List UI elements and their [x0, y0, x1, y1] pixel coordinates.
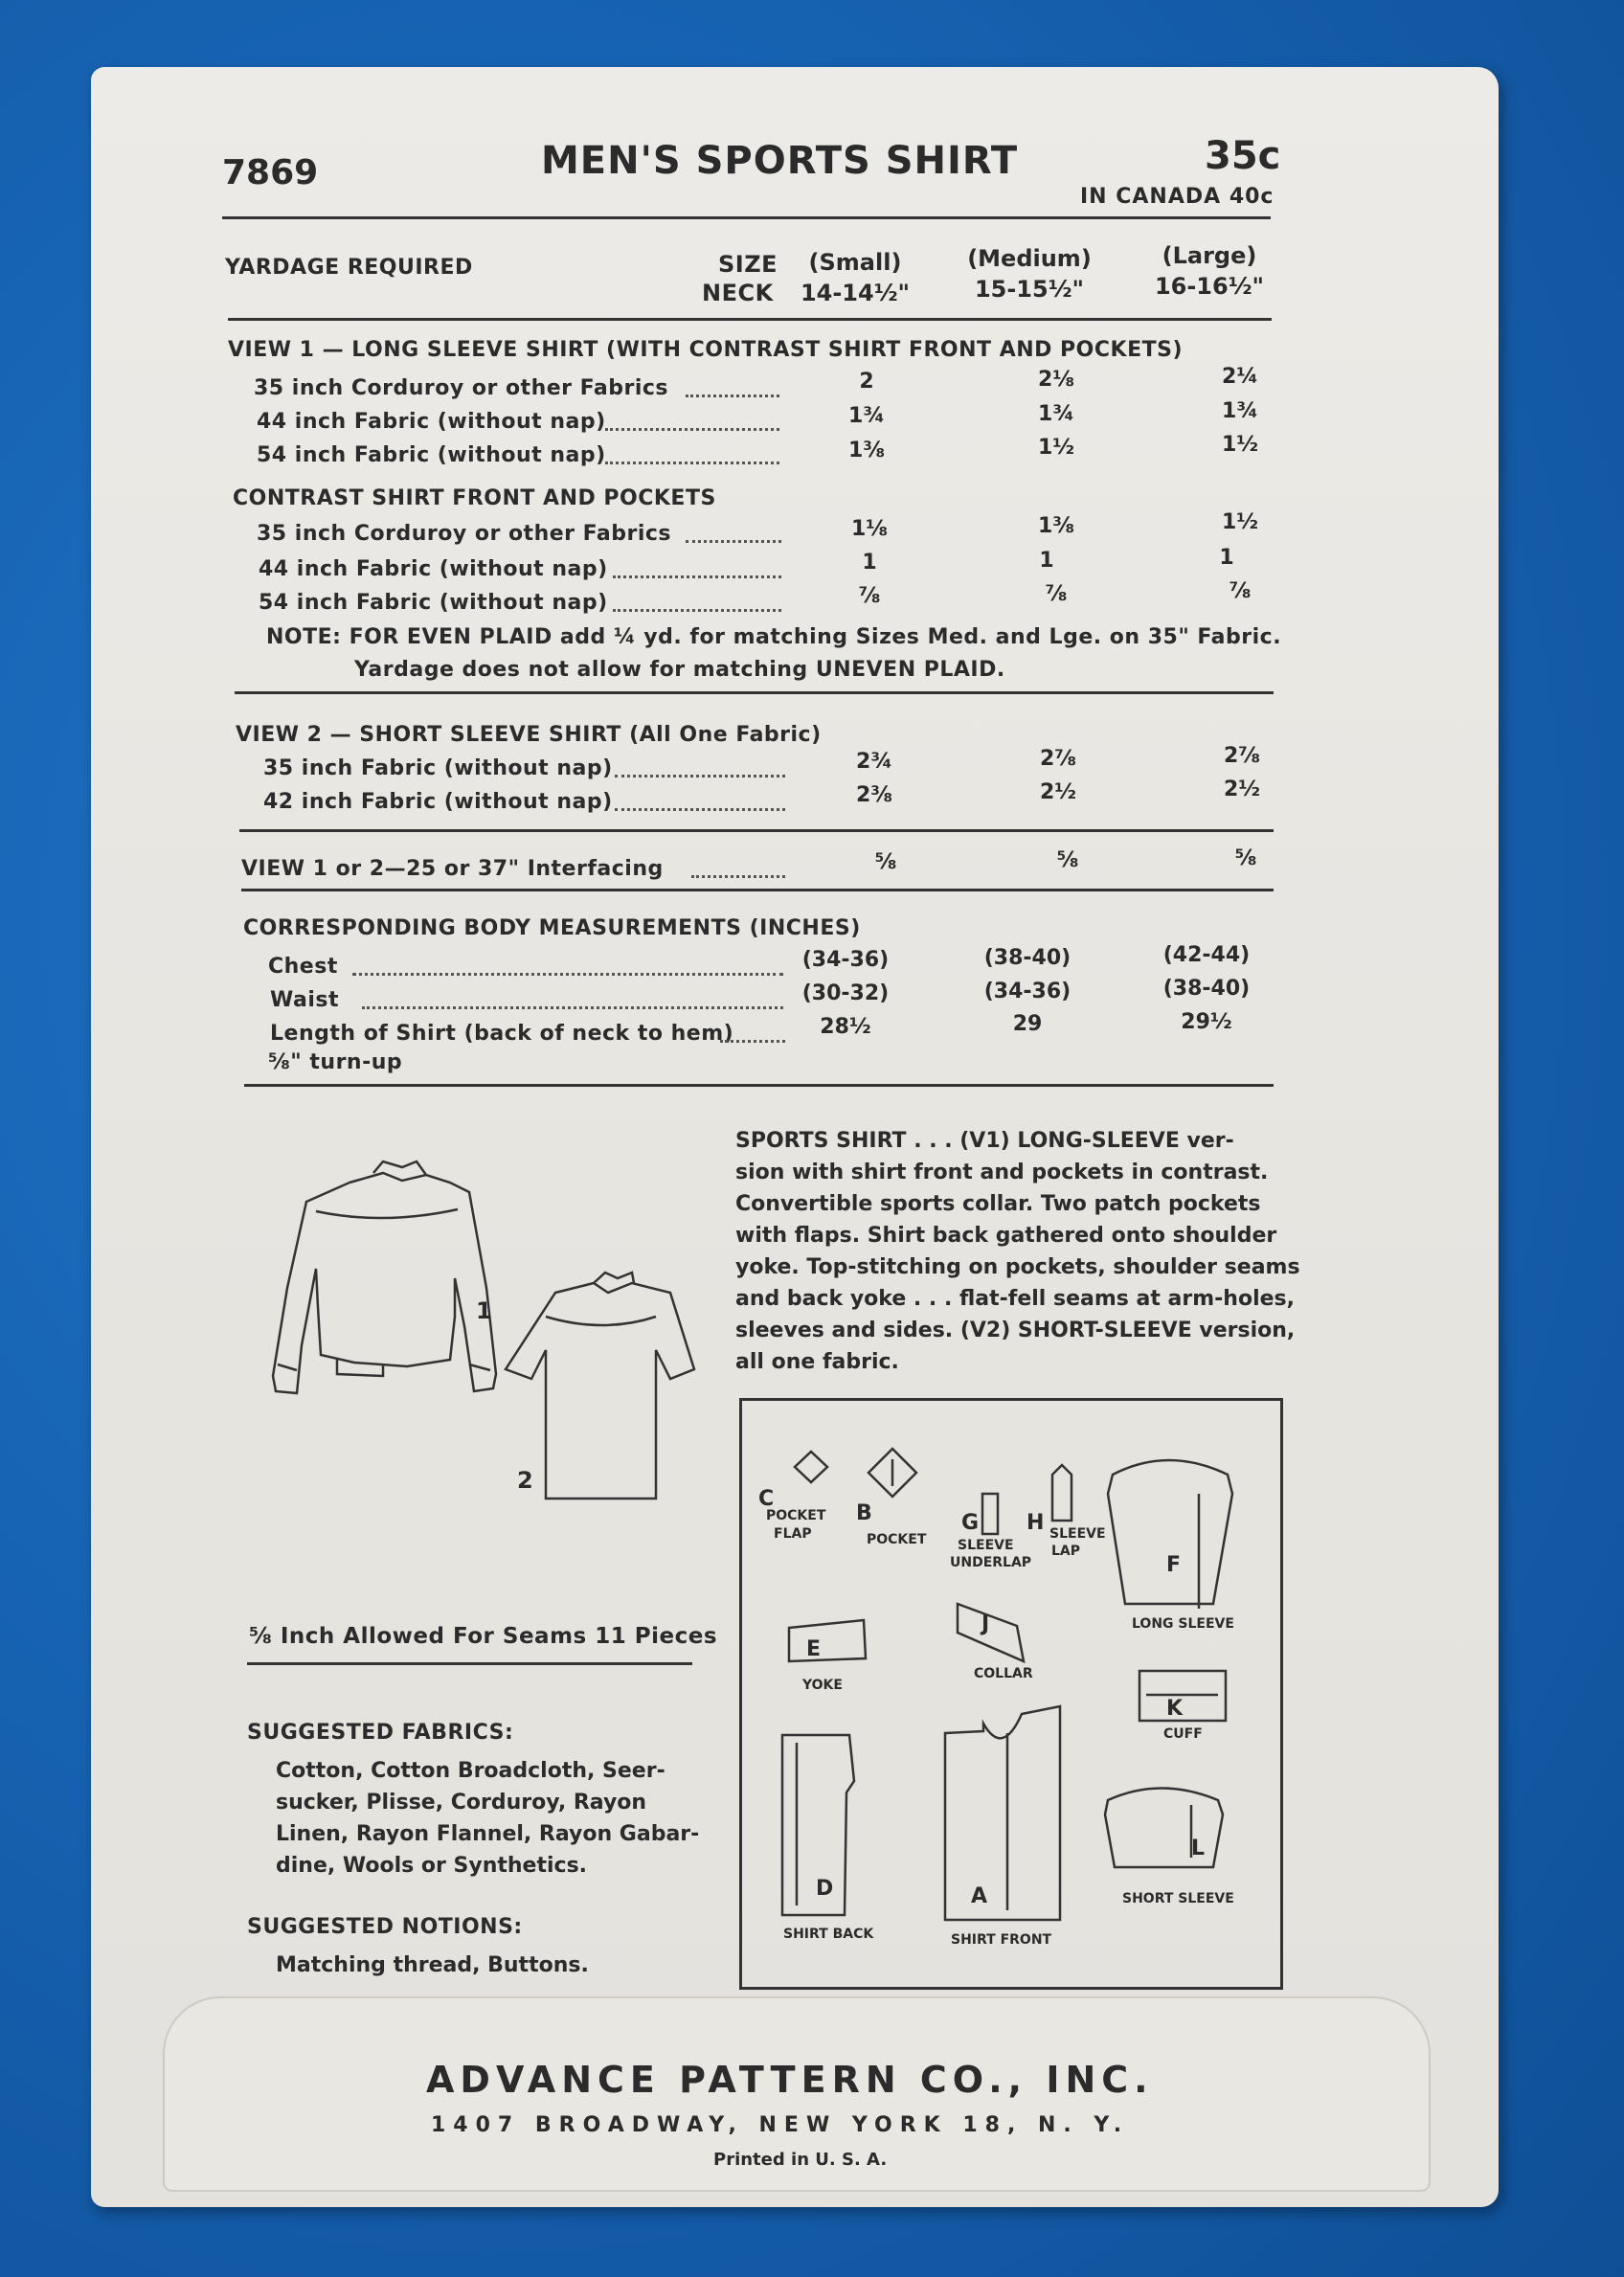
printed-in: Printed in U. S. A.: [713, 2150, 888, 2170]
plaid-note-2: Yardage does not allow for matching UNEVEN PLAID.: [354, 658, 1005, 682]
piece-name: SHORT SLEEVE: [1122, 1891, 1234, 1906]
table-cell: 1¾: [1037, 402, 1075, 426]
leader-dots: [605, 462, 779, 464]
piece-letter: E: [806, 1637, 822, 1661]
table-cell: 2: [859, 370, 874, 394]
piece-name: LAP: [1051, 1544, 1081, 1559]
table-row-label: 44 inch Fabric (without nap): [259, 557, 608, 581]
piece-name: COLLAR: [974, 1666, 1033, 1681]
table-cell: 2¼: [1221, 365, 1259, 389]
table-cell: ⅝: [874, 850, 897, 874]
pattern-number: 7869: [222, 153, 319, 192]
leader-dots: [691, 875, 785, 878]
table-cell: (38-40): [1162, 977, 1251, 1001]
leader-dots: [362, 1006, 783, 1009]
table-cell: 1¾: [847, 404, 886, 428]
turnup-note: ⅝" turn-up: [268, 1050, 403, 1074]
description-line: with flaps. Shirt back gathered onto shoulder: [735, 1224, 1277, 1248]
piece-name: SHIRT FRONT: [951, 1932, 1052, 1948]
piece-name: SLEEVE: [1049, 1526, 1106, 1542]
price: 35c: [1205, 134, 1281, 178]
fabrics-heading: SUGGESTED FABRICS:: [247, 1721, 514, 1745]
fabrics-line: Linen, Rayon Flannel, Rayon Gabar-: [276, 1822, 700, 1846]
piece-letter: L: [1191, 1837, 1206, 1860]
table-cell: (34-36): [983, 980, 1071, 1003]
table-cell: (38-40): [983, 946, 1071, 970]
table-row-label: 35 inch Fabric (without nap): [263, 756, 613, 780]
table-cell: 1⅜: [847, 439, 886, 462]
size-small: (Small): [808, 249, 902, 276]
piece-letter: G: [961, 1511, 980, 1535]
piece-name: SHIRT BACK: [783, 1927, 874, 1942]
size-label: SIZE: [718, 251, 778, 278]
table-cell: 29½: [1181, 1010, 1232, 1034]
leader-dots: [605, 428, 779, 431]
piece-name: POCKET: [867, 1532, 927, 1547]
piece-letter: F: [1166, 1553, 1182, 1577]
leader-dots: [615, 775, 785, 778]
plaid-note: NOTE: FOR EVEN PLAID add ¼ yd. for matching Sizes Med. and Lge. on 35" Fabric.: [266, 625, 1282, 649]
divider: [228, 318, 1272, 321]
description-line: and back yoke . . . flat-fell seams at arm-holes,: [735, 1287, 1295, 1311]
table-cell: 1⅜: [1037, 514, 1075, 538]
size-medium: (Medium): [967, 245, 1092, 272]
table-cell: 2⅞: [1223, 744, 1261, 768]
piece-letter: B: [856, 1501, 872, 1525]
canada-price: IN CANADA 40c: [1080, 185, 1274, 209]
table-cell: ⅞: [1045, 582, 1068, 606]
table-cell: 28½: [820, 1015, 871, 1039]
description-line: all one fabric.: [735, 1350, 899, 1374]
leader-dots: [613, 575, 781, 578]
table-row-label: 35 inch Corduroy or other Fabrics: [254, 376, 669, 400]
fabrics-line: dine, Wools or Synthetics.: [276, 1854, 588, 1878]
size-large: (Large): [1162, 242, 1257, 269]
table-cell: 29: [1012, 1012, 1043, 1036]
piece-letter: A: [971, 1884, 988, 1908]
piece-letter: H: [1026, 1511, 1045, 1535]
page-title: MEN'S SPORTS SHIRT: [541, 139, 1019, 183]
table-cell: 2¾: [855, 750, 893, 774]
view2-heading: VIEW 2 — SHORT SLEEVE SHIRT (All One Fabric): [236, 723, 822, 747]
piece-letter: J: [981, 1612, 990, 1636]
table-cell: 1¾: [1221, 399, 1259, 423]
table-row-label: Waist: [270, 988, 339, 1012]
view1-number: 1: [476, 1297, 492, 1324]
interfacing-label: VIEW 1 or 2—25 or 37" Interfacing: [241, 857, 664, 881]
table-cell: ⅝: [1234, 846, 1257, 870]
table-cell: 1½: [1221, 510, 1259, 534]
fabrics-line: Cotton, Cotton Broadcloth, Seer-: [276, 1759, 665, 1783]
contrast-heading: CONTRAST SHIRT FRONT AND POCKETS: [233, 486, 716, 510]
fabrics-line: sucker, Plisse, Corduroy, Rayon: [276, 1791, 647, 1815]
neck-small: 14-14½": [800, 280, 911, 306]
table-row-label: 44 inch Fabric (without nap): [257, 410, 606, 434]
piece-name: UNDERLAP: [950, 1555, 1032, 1570]
table-row-label: Chest: [268, 955, 338, 979]
leader-dots: [686, 395, 779, 397]
table-cell: 1⅛: [850, 517, 889, 541]
leader-dots: [352, 973, 783, 976]
neck-label: NECK: [702, 280, 774, 306]
piece-letter: K: [1166, 1697, 1184, 1721]
body-heading: CORRESPONDING BODY MEASUREMENTS (INCHES): [243, 916, 861, 940]
table-cell: 1: [1039, 549, 1054, 573]
description-line: SPORTS SHIRT . . . (V1) LONG-SLEEVE ver-: [735, 1129, 1234, 1153]
piece-letter: D: [816, 1877, 834, 1901]
piece-name: CUFF: [1163, 1726, 1203, 1742]
table-cell: ⅞: [1229, 579, 1252, 603]
divider: [244, 1084, 1274, 1087]
table-cell: 1½: [1037, 436, 1075, 460]
piece-name: LONG SLEEVE: [1132, 1616, 1234, 1632]
notions-heading: SUGGESTED NOTIONS:: [247, 1915, 523, 1939]
divider: [241, 889, 1274, 891]
divider: [222, 216, 1271, 219]
table-row-label: 54 inch Fabric (without nap): [259, 591, 608, 615]
company-name: ADVANCE PATTERN CO., INC.: [426, 2059, 1154, 2101]
description-line: sion with shirt front and pockets in contrast.: [735, 1161, 1269, 1184]
piece-name: POCKET: [766, 1508, 826, 1523]
table-cell: ⅝: [1056, 848, 1079, 872]
yardage-label: YARDAGE REQUIRED: [225, 256, 473, 280]
table-cell: ⅞: [858, 584, 881, 608]
description-line: sleeves and sides. (V2) SHORT-SLEEVE version,: [735, 1319, 1296, 1342]
piece-letter: C: [758, 1487, 775, 1511]
divider: [235, 691, 1274, 694]
leader-dots: [615, 808, 785, 811]
divider: [239, 829, 1274, 832]
table-cell: 1½: [1221, 433, 1259, 457]
leader-dots: [720, 1040, 785, 1043]
table-cell: (30-32): [801, 981, 890, 1005]
table-cell: 2⅞: [1039, 747, 1077, 771]
table-cell: 1: [1219, 546, 1234, 570]
table-cell: (42-44): [1162, 943, 1251, 967]
description-line: Convertible sports collar. Two patch pockets: [735, 1192, 1261, 1216]
neck-large: 16-16½": [1154, 273, 1265, 300]
piece-name: YOKE: [802, 1678, 843, 1693]
table-cell: 2⅛: [1037, 368, 1075, 392]
table-row-label: 35 inch Corduroy or other Fabrics: [257, 522, 672, 546]
table-cell: (34-36): [801, 948, 890, 972]
company-address: 1407 BROADWAY, NEW YORK 18, N. Y.: [431, 2113, 1130, 2137]
divider: [247, 1662, 692, 1665]
leader-dots: [613, 609, 781, 612]
description-line: yoke. Top-stitching on pockets, shoulder seams: [735, 1255, 1300, 1279]
leader-dots: [686, 540, 781, 543]
table-cell: 2½: [1223, 778, 1261, 801]
table-cell: 2⅜: [855, 783, 893, 807]
table-row-label: 54 inch Fabric (without nap): [257, 443, 606, 467]
table-row-label: 42 inch Fabric (without nap): [263, 790, 613, 814]
notions-text: Matching thread, Buttons.: [276, 1953, 589, 1977]
view1-heading: VIEW 1 — LONG SLEEVE SHIRT (WITH CONTRAST SHIRT FRONT AND POCKETS): [228, 338, 1184, 362]
view2-number: 2: [517, 1467, 533, 1494]
seam-allowance: ⅝ Inch Allowed For Seams 11 Pieces: [249, 1624, 718, 1649]
shirt-illustration: [249, 1154, 709, 1508]
table-row-label: Length of Shirt (back of neck to hem): [270, 1022, 734, 1046]
table-cell: 1: [862, 551, 877, 575]
piece-name: FLAP: [774, 1526, 812, 1542]
table-cell: 2½: [1039, 780, 1077, 804]
neck-medium: 15-15½": [974, 276, 1085, 303]
piece-name: SLEEVE: [958, 1538, 1014, 1553]
